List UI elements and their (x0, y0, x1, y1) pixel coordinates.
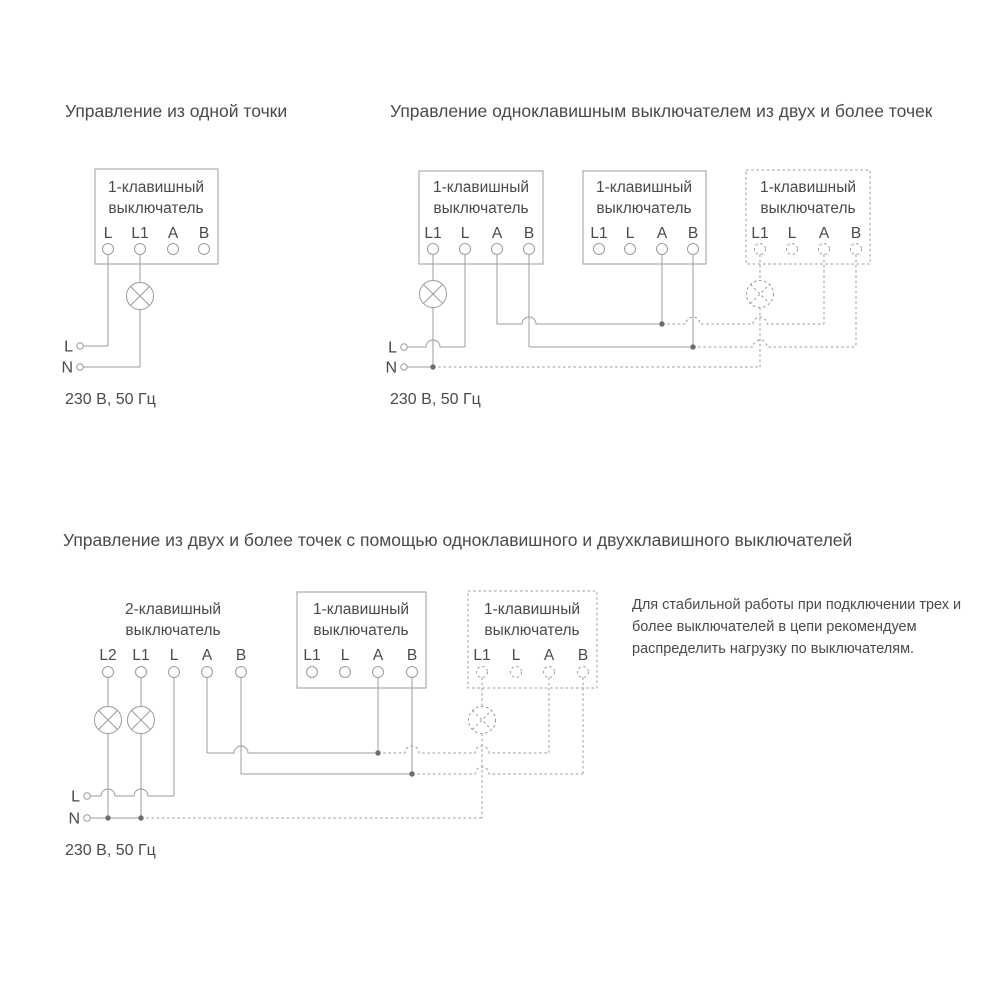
wire-segment (662, 317, 824, 324)
diagram-two-or-more-points-with-one-key-and-two-key-switches (68, 591, 597, 828)
wire-segment (87, 789, 174, 796)
switch-label-line: 1-клавишный (759, 179, 857, 196)
junction-dot (430, 364, 435, 369)
terminal-circle (851, 244, 862, 255)
lamp-icon (747, 281, 774, 308)
terminal-label: L2 (99, 647, 117, 664)
terminal-circle (307, 667, 318, 678)
terminal-circle (460, 244, 471, 255)
terminal-label: A (818, 225, 830, 242)
terminal-label: L1 (132, 647, 150, 664)
terminal-label: A (543, 647, 555, 664)
diagram-graphics (61, 169, 870, 828)
power-terminal-circle (84, 793, 90, 799)
power-terminal-circle (401, 344, 407, 350)
terminal-label: L1 (473, 647, 491, 664)
terminal-label: B (850, 225, 862, 242)
terminal-circle (511, 667, 522, 678)
diagram-title-mixed-switches: Управление из двух и более точек с помощью одноклавишного и двухклавишного выключателей (63, 530, 853, 550)
junction-dot (690, 344, 695, 349)
terminal-circle (136, 667, 147, 678)
terminal-circle (103, 244, 114, 255)
voltage-label-3: 230 В, 50 Гц (65, 842, 156, 859)
lamp-icon (95, 707, 122, 734)
terminal-label: B (198, 225, 210, 242)
diagram-control-from-one-point (61, 169, 218, 377)
power-line-label: L (64, 338, 73, 356)
junction-dot (409, 771, 414, 776)
power-line-label: N (68, 810, 80, 828)
terminal-circle (340, 667, 351, 678)
power-line-label: N (385, 359, 397, 377)
switch-label-line: выключатель (760, 200, 856, 217)
switch-label-line: выключатель (596, 200, 692, 217)
wire-segment (693, 340, 856, 347)
terminal-circle (407, 667, 418, 678)
terminal-label: L (511, 647, 521, 664)
junction-dot (659, 321, 664, 326)
terminal-circle (819, 244, 830, 255)
terminal-label: B (235, 647, 247, 664)
switch-label-line: 1-клавишный (483, 601, 581, 618)
terminal-label: L (340, 647, 350, 664)
terminal-label: B (406, 647, 418, 664)
terminal-circle (755, 244, 766, 255)
diagram-title-multi-point: Управление одноклавишным выключателем из двух и более точек (390, 101, 933, 121)
terminal-circle (594, 244, 605, 255)
terminal-circle (202, 667, 213, 678)
switch-label-line: 1-клавишный (312, 601, 410, 618)
terminal-circle (524, 244, 535, 255)
terminal-label: B (577, 647, 589, 664)
power-line-label: L (388, 339, 397, 357)
terminal-label: L (460, 225, 470, 242)
terminal-label: L (625, 225, 635, 242)
terminal-label: A (201, 647, 213, 664)
junction-dot (375, 750, 380, 755)
switch-label-line: выключатель (433, 200, 529, 217)
terminal-label: L1 (751, 225, 769, 242)
diagram-title-single-point: Управление из одной точки (65, 101, 288, 121)
wire-segment (207, 746, 378, 753)
wire-segment (412, 767, 583, 774)
power-terminal-circle (84, 815, 90, 821)
terminal-circle (373, 667, 384, 678)
switch-label-line: выключатель (125, 622, 221, 639)
switch-label-line: выключатель (108, 200, 204, 217)
terminal-label: L (103, 225, 113, 242)
terminal-label: L1 (590, 225, 608, 242)
note-text-line: более выключателей в цепи рекомендуем (632, 619, 917, 635)
terminal-circle (657, 244, 668, 255)
terminal-circle (168, 244, 179, 255)
terminal-label: A (167, 225, 179, 242)
terminal-circle (103, 667, 114, 678)
wire-segment (497, 317, 662, 324)
terminal-label: L (169, 647, 179, 664)
switch-label-line: 1-клавишный (432, 179, 530, 196)
terminal-circle (578, 667, 589, 678)
junction-dot (105, 815, 110, 820)
terminal-circle (236, 667, 247, 678)
lamp-icon (469, 707, 496, 734)
note-text-line: распределить нагрузку по выключателям. (632, 641, 915, 657)
terminal-label: L1 (131, 225, 149, 242)
switch-label-line: 1-клавишный (107, 179, 205, 196)
terminal-label: B (687, 225, 699, 242)
voltage-label-2: 230 В, 50 Гц (390, 391, 481, 408)
lamp-icon (127, 283, 154, 310)
switch-label-line: 1-клавишный (595, 179, 693, 196)
lamp-icon (420, 281, 447, 308)
terminal-label: L1 (303, 647, 321, 664)
power-terminal-circle (77, 364, 83, 370)
terminal-circle (688, 244, 699, 255)
terminal-circle (477, 667, 488, 678)
terminal-circle (428, 244, 439, 255)
terminal-label: L (787, 225, 797, 242)
junction-dot (138, 815, 143, 820)
terminal-circle (544, 667, 555, 678)
lamp-icon (128, 707, 155, 734)
power-terminal-circle (77, 343, 83, 349)
power-line-label: L (71, 788, 80, 806)
terminal-label: L1 (424, 225, 442, 242)
terminal-circle (625, 244, 636, 255)
wire-segment (378, 746, 549, 753)
switch-label-line: выключатель (484, 622, 580, 639)
terminal-label: A (372, 647, 384, 664)
terminal-circle (199, 244, 210, 255)
voltage-label-1: 230 В, 50 Гц (65, 391, 156, 408)
terminal-label: A (491, 225, 503, 242)
diagram-single-key-switch-from-two-or-more-points (385, 170, 870, 377)
power-terminal-circle (401, 364, 407, 370)
terminal-label: A (656, 225, 668, 242)
terminal-circle (169, 667, 180, 678)
power-line-label: N (61, 359, 73, 377)
terminal-label: B (523, 225, 535, 242)
switch-label-line: 2-клавишный (124, 601, 222, 618)
terminal-circle (492, 244, 503, 255)
note-text-line: Для стабильной работы при подключении трех и (632, 597, 962, 613)
wire-segment (404, 340, 465, 347)
terminal-circle (135, 244, 146, 255)
switch-label-line: выключатель (313, 622, 409, 639)
terminal-circle (787, 244, 798, 255)
